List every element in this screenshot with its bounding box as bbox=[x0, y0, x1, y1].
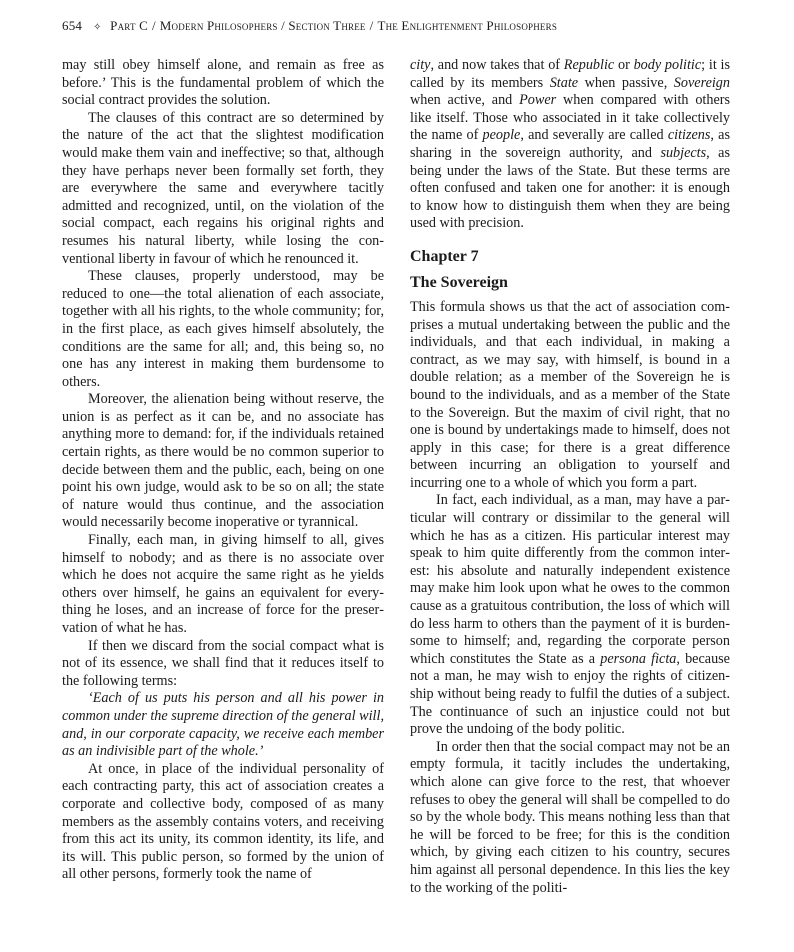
term-state: State bbox=[549, 74, 579, 91]
term-city: city bbox=[410, 57, 431, 73]
term-power: Power bbox=[519, 92, 557, 109]
running-head: 654 ✧ Part C / Modern Philosophers / Section Three / The Enlightenment Philosophers bbox=[62, 18, 558, 33]
paragraph: Moreover, the alienation being without reserve, the union is as perfect as it can be, and no associate has anything more to demand: for, if the individuals retained certain rights, as there would be no common superior to decide between them and the public, each, being on one point his own judge, would ask to be so on all; the state of nature would thus continue, and the association would necessarily become inoperative or tyrannical. bbox=[62, 391, 384, 531]
ornament-icon: ✧ bbox=[93, 22, 102, 33]
term-persona-ficta: persona ficta bbox=[600, 650, 677, 667]
quoted-clause: ‘Each of us puts his person and all his power in common under the supreme direction of the general will, and, in our corporate capacity, we receive each member as an indivisible part of the whole.’ bbox=[62, 690, 384, 760]
paragraph: At once, in place of the individual personality of each contracting party, this act of association creates a corporate and collective body, composed of as many members as the assembly contains voters, and receiving from this act its unity, its common identity, its life, and its will. This public person, so formed by the union of all other persons, formerly took the name of bbox=[62, 760, 384, 883]
paragraph: In fact, each individual, as a man, may have a particular will contrary or dissimilar to the general will which he has as a citizen. His particular interest may speak to him quite differently from the common interest: his absolute and naturally independent existence may make him look upon what he owes to the common cause as a gratuitous contribution, the loss of which will do less harm to others than the payment of it is burdensome to himself; and, regarding the corporate person which constitutes the State as a persona ficta, because not a man, he may wish to enjoy the rights of citizenship without being ready to fulfil the duties of a subject. The continuance of such an injustice could not but prove the undoing of the body politic. bbox=[410, 492, 730, 738]
paragraph: These clauses, properly understood, may be reduced to one—the total alienation of each associate, together with all his rights, to the whole community; for, in the first place, as each gives himself absolutely, the conditions are the same for all; and, this being so, no one has any interest in making them burdensome to others. bbox=[62, 268, 384, 390]
term-sovereign: Sovereign bbox=[673, 74, 730, 91]
term-republic: Republic bbox=[563, 57, 615, 73]
chapter-number: Chapter 7 bbox=[410, 247, 479, 265]
paragraph: city, and now takes that of Republic or body politic; it is called by its members State when passive, Sovereign when active, and Power when compared with others like itself. Those who associated in it take collectively the name of people, and severally are called citizens, as sharing in the sovereign authority, and subjects, as being under the laws of the State. But these terms are often confused and taken one for another: it is enough to know how to distinguish them when they are being used with precision. bbox=[410, 57, 730, 232]
part-label: Part C bbox=[110, 18, 148, 33]
paragraph: This formula shows us that the act of association comprises a mutual undertaking between the public and the individuals, and that each individual, in making a contract, as we may say, with himself, is bound in a double relation; as a member of the Sovereign he is bound to the individuals, and as a member of the State to the Sovereign. But the maxim of civil right, that no one is bound by undertakings made to himself, does not apply in this case; for there is a great difference between incurring an obligation to yourself and incurring one to a whole of which you form a part. bbox=[410, 298, 730, 491]
term-people: people bbox=[482, 127, 521, 144]
right-column bbox=[410, 57, 730, 897]
section-label: Modern Philosophers / Section Three bbox=[159, 18, 366, 33]
paragraph: Finally, each man, in giving himself to all, gives himself to nobody; and as there is no associate over which he does not acquire the same right as he yields others over himself, he gains an equivalent for everything he loses, and an increase of force for the preservation of what he has. bbox=[62, 532, 384, 636]
paragraph: If then we discard from the social compact what is not of its essence, we shall find that it reduces itself to the following terms: bbox=[62, 637, 384, 689]
term-body-politic: body politic bbox=[633, 57, 702, 73]
page-number: 654 bbox=[62, 18, 83, 33]
paragraph: may still obey himself alone, and remain as free as before.’ This is the fundamental problem of which the social contract provides the solution. bbox=[62, 57, 384, 109]
term-subjects: subjects bbox=[660, 144, 707, 161]
chapter-title: The Sovereign bbox=[410, 273, 508, 291]
paragraph: The clauses of this contract are so determined by the nature of the act that the slightest modification would make them vain and ineffective; so that, although they have perhaps never been formally set forth, they are everywhere the same and everywhere tacitly admitted and recognized, until, on the violation of the social compact, each regains his original rights and resumes his natural liberty, while losing the conventional liberty in favour of which he renounced it. bbox=[62, 109, 384, 267]
paragraph: In order then that the social compact may not be an empty formula, it tacitly includes the undertaking, which alone can give force to the rest, that whoever refuses to obey the general will shall be compelled to do so by the whole body. This means nothing less than that he will be forced to be free; for this is the condition which, by giving each citizen to his country, secures him against all personal dependence. In this lies the key to the working of the politi- bbox=[410, 738, 730, 896]
term-citizens: citizens bbox=[667, 127, 711, 144]
left-column bbox=[62, 57, 384, 884]
chapter-group-title: The Enlightenment Philosophers bbox=[377, 18, 558, 33]
